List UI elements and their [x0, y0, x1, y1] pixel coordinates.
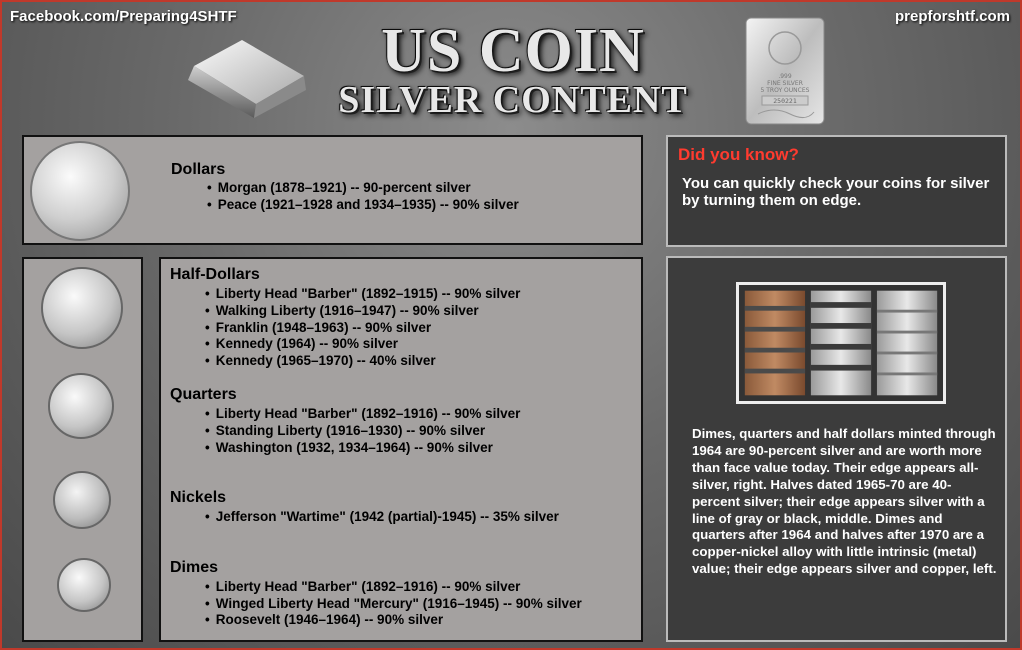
coins-list-panel	[159, 257, 643, 642]
ingot-purity: .999	[778, 73, 792, 80]
coin-edge-photo	[736, 282, 946, 404]
washington-quarter-coin-image	[48, 373, 114, 439]
jefferson-nickel-coin-image	[53, 471, 111, 529]
ingot-fine-silver: FINE SILVER	[767, 80, 803, 87]
list-item: • Franklin (1948–1963) -- 90% silver	[205, 320, 431, 335]
did-you-know-title: Did you know?	[678, 145, 799, 164]
title: US COIN	[381, 17, 645, 85]
subtitle: SILVER CONTENT	[338, 79, 688, 121]
dollars-panel	[22, 135, 643, 245]
quarters-title: Quarters	[170, 386, 237, 403]
list-item: • Standing Liberty (1916–1930) -- 90% silver	[205, 423, 485, 438]
list-item: • Walking Liberty (1916–1947) -- 90% silver	[205, 303, 479, 318]
half-dollars-title: Half-Dollars	[170, 266, 260, 283]
silver-ingot-image	[744, 16, 826, 126]
ingot-weight: 5 TROY OUNCES	[760, 87, 810, 94]
list-item: • Washington (1932, 1934–1964) -- 90% silver	[205, 440, 493, 455]
list-item: • Kennedy (1964) -- 90% silver	[205, 336, 398, 351]
roosevelt-dime-coin-image	[57, 558, 111, 612]
coin-images-column	[22, 257, 143, 642]
dollars-title: Dollars	[171, 161, 226, 178]
list-item: • Winged Liberty Head "Mercury" (1916–1945) -- 90% silver	[205, 596, 582, 611]
list-item: • Jefferson "Wartime" (1942 (partial)-1945) -- 35% silver	[205, 509, 559, 524]
dimes-title: Dimes	[170, 559, 219, 576]
website-link[interactable]: prepforshtf.com	[894, 8, 1010, 25]
list-item: • Morgan (1878–1921) -- 90-percent silver	[207, 180, 471, 195]
ingot-serial: 250221	[773, 97, 797, 105]
coin-edge-info-box	[666, 256, 1007, 642]
franklin-half-dollar-coin-image	[41, 267, 123, 349]
list-item: • Roosevelt (1946–1964) -- 90% silver	[205, 612, 443, 627]
did-you-know-text: You can quickly check your coins for silver by turning them on edge.	[682, 175, 990, 209]
list-item: • Kennedy (1965–1970) -- 40% silver	[205, 353, 436, 368]
list-item: • Liberty Head "Barber" (1892–1915) -- 90% silver	[205, 286, 520, 301]
did-you-know-box	[666, 135, 1007, 247]
list-item: • Peace (1921–1928 and 1934–1935) -- 90% silver	[207, 197, 519, 212]
list-item: • Liberty Head "Barber" (1892–1916) -- 90% silver	[205, 579, 520, 594]
morgan-dollar-coin-image	[30, 141, 130, 241]
list-item: • Liberty Head "Barber" (1892–1916) -- 90% silver	[205, 406, 520, 421]
nickels-title: Nickels	[170, 489, 227, 506]
coin-edge-info-text: Dimes, quarters and half dollars minted through 1964 are 90-percent silver and are worth more than face value today. Their edge appears all-silver, right. Halves dated 1965-70 are 40-percent silver; their edge appears silver with a line of gray or black, middle. Dimes and quarters after 1964 and halves after 1970 are a copper-nickel alloy with little intrinsic (metal) value; their edge appears silver and copper, left.	[692, 426, 997, 577]
facebook-link[interactable]: Facebook.com/Preparing4SHTF	[10, 8, 237, 25]
